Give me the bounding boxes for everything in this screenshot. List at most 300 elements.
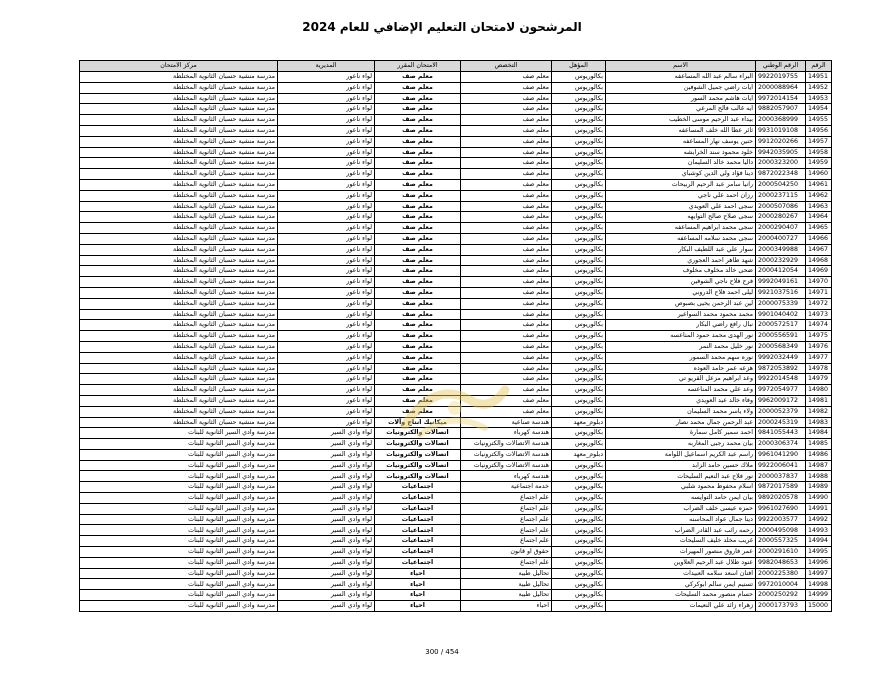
cell-qualification: بكالوريوس xyxy=(552,428,606,439)
cell-national-id: 9942035905 xyxy=(756,147,806,158)
cell-qualification: بكالوريوس xyxy=(552,298,606,309)
cell-center: مدرسة منشية حسبان الثانوية المختلطة xyxy=(80,266,278,277)
cell-name: نبال رافع راضي البكار xyxy=(606,320,756,331)
cell-exam: معلم صف xyxy=(375,136,461,147)
cell-seq: 14957 xyxy=(806,136,832,147)
cell-center: مدرسة منشية حسبان الثانوية المختلطة xyxy=(80,147,278,158)
cell-seq: 14997 xyxy=(806,568,832,579)
cell-directorate: لواء ناعور xyxy=(278,331,375,342)
cell-seq: 15000 xyxy=(806,601,832,612)
cell-national-id: 2000568349 xyxy=(756,341,806,352)
cell-exam: اتصالات والكترونيات xyxy=(375,460,461,471)
cell-national-id: 2000290407 xyxy=(756,223,806,234)
cell-specialization: هندسة الاتصالات والكترونيات xyxy=(461,449,552,460)
cell-name: عنود طلال عبد الرحيم العلاوين xyxy=(606,557,756,568)
cell-exam: احياء xyxy=(375,590,461,601)
page-title: المرشحون لامتحان التعليم الإضافي للعام 2024 xyxy=(302,20,582,34)
cell-exam: معلم صف xyxy=(375,395,461,406)
cell-specialization: حقوق او قانون xyxy=(461,547,552,558)
cell-specialization: معلم صف xyxy=(461,212,552,223)
cell-seq: 14952 xyxy=(806,82,832,93)
cell-center: مدرسة وادي السير الثانوية للبنات xyxy=(80,514,278,525)
table-row xyxy=(80,147,832,158)
cell-seq: 14982 xyxy=(806,406,832,417)
cell-qualification: بكالوريوس xyxy=(552,568,606,579)
cell-national-id: 9872022348 xyxy=(756,169,806,180)
cell-exam: اجتماعيات xyxy=(375,514,461,525)
cell-national-id: 2000088964 xyxy=(756,82,806,93)
cell-national-id: 9961027690 xyxy=(756,503,806,514)
cell-qualification: بكالوريوس xyxy=(552,482,606,493)
cell-qualification: بكالوريوس xyxy=(552,136,606,147)
cell-seq: 14990 xyxy=(806,493,832,504)
table-row xyxy=(80,568,832,579)
cell-qualification: بكالوريوس xyxy=(552,190,606,201)
cell-center: مدرسة منشية حسبان الثانوية المختلطة xyxy=(80,385,278,396)
cell-center: مدرسة منشية حسبان الثانوية المختلطة xyxy=(80,298,278,309)
cell-specialization: معلم صف xyxy=(461,406,552,417)
cell-qualification: بكالوريوس xyxy=(552,601,606,612)
cell-name: غريب مخلد خليف السليحات xyxy=(606,536,756,547)
cell-national-id: 2000349988 xyxy=(756,244,806,255)
table-row xyxy=(80,514,832,525)
cell-center: مدرسة منشية حسبان الثانوية المختلطة xyxy=(80,104,278,115)
cell-specialization: معلم صف xyxy=(461,115,552,126)
cell-specialization: خدمة اجتماعية xyxy=(461,482,552,493)
cell-exam: اجتماعيات xyxy=(375,547,461,558)
cell-specialization: معلم صف xyxy=(461,72,552,83)
cell-name: سجى احمد علي العويدي xyxy=(606,201,756,212)
cell-directorate: لواء ناعور xyxy=(278,158,375,169)
cell-qualification: بكالوريوس xyxy=(552,395,606,406)
cell-exam: احياء xyxy=(375,568,461,579)
table-row xyxy=(80,482,832,493)
cell-seq: 14989 xyxy=(806,482,832,493)
cell-specialization: معلم صف xyxy=(461,352,552,363)
cell-name: نور خليل محمد النمر xyxy=(606,341,756,352)
cell-directorate: لواء ناعور xyxy=(278,82,375,93)
cell-exam: معلم صف xyxy=(375,309,461,320)
cell-specialization: معلم صف xyxy=(461,179,552,190)
cell-name: نور فلاح عبد النعيم السليحات xyxy=(606,471,756,482)
cell-qualification: بكالوريوس xyxy=(552,374,606,385)
cell-national-id: 9922019755 xyxy=(756,72,806,83)
cell-national-id: 2000280267 xyxy=(756,212,806,223)
cell-center: مدرسة منشية حسبان الثانوية المختلطة xyxy=(80,233,278,244)
cell-directorate: لواء وادي السير xyxy=(278,493,375,504)
table-row xyxy=(80,266,832,277)
cell-national-id: 9972010004 xyxy=(756,579,806,590)
cell-national-id: 9922003577 xyxy=(756,514,806,525)
cell-national-id: 9841055443 xyxy=(756,428,806,439)
cell-specialization: معلم صف xyxy=(461,125,552,136)
cell-exam: معلم صف xyxy=(375,385,461,396)
cell-exam: معلم صف xyxy=(375,233,461,244)
cell-specialization: معلم صف xyxy=(461,104,552,115)
cell-name: داليا محمد خالد السليمان xyxy=(606,158,756,169)
cell-national-id: 9992049161 xyxy=(756,277,806,288)
cell-center: مدرسة منشية حسبان الثانوية المختلطة xyxy=(80,244,278,255)
cell-name: تسنيم ايمن سالم ابوكركي xyxy=(606,579,756,590)
cell-exam: معلم صف xyxy=(375,374,461,385)
cell-name: سوار علي عبد اللطيف البكار xyxy=(606,244,756,255)
cell-name: حمزه عيسى خلف الضراب xyxy=(606,503,756,514)
cell-name: ايات راضي جميل الشوفين xyxy=(606,82,756,93)
cell-center: مدرسة منشية حسبان الثانوية المختلطة xyxy=(80,136,278,147)
cell-directorate: لواء وادي السير xyxy=(278,471,375,482)
cell-national-id: 9882057907 xyxy=(756,104,806,115)
table-row xyxy=(80,449,832,460)
cell-seq: 14958 xyxy=(806,147,832,158)
cell-exam: معلم صف xyxy=(375,255,461,266)
cell-exam: معلم صف xyxy=(375,212,461,223)
cell-name: سجى محمد ابراهيم المساعفه xyxy=(606,223,756,234)
cell-specialization: معلم صف xyxy=(461,190,552,201)
cell-center: مدرسة منشية حسبان الثانوية المختلطة xyxy=(80,212,278,223)
table-row xyxy=(80,417,832,428)
table-row xyxy=(80,298,832,309)
cell-exam: معلم صف xyxy=(375,179,461,190)
cell-name: رحمه رائب عبد القادر الضراب xyxy=(606,525,756,536)
table-body xyxy=(80,72,832,612)
cell-seq: 14974 xyxy=(806,320,832,331)
cell-specialization: علم اجتماع xyxy=(461,536,552,547)
cell-center: مدرسة منشية حسبان الثانوية المختلطة xyxy=(80,223,278,234)
cell-specialization: معلم صف xyxy=(461,385,552,396)
cell-name: حنين يوسف نهار المساعفه xyxy=(606,136,756,147)
cell-qualification: بكالوريوس xyxy=(552,72,606,83)
cell-specialization: معلم صف xyxy=(461,298,552,309)
cell-qualification: بكالوريوس xyxy=(552,471,606,482)
cell-directorate: لواء وادي السير xyxy=(278,482,375,493)
cell-exam: معلم صف xyxy=(375,147,461,158)
header-seq: الرقم xyxy=(806,61,832,72)
cell-specialization: معلم صف xyxy=(461,147,552,158)
cell-specialization: هندسة كهرباء xyxy=(461,471,552,482)
cell-qualification: بكالوريوس xyxy=(552,579,606,590)
cell-qualification: بكالوريوس xyxy=(552,331,606,342)
cell-national-id: 9892020578 xyxy=(756,493,806,504)
table-row xyxy=(80,320,832,331)
header-directorate: المديرية xyxy=(278,61,375,72)
cell-seq: 14977 xyxy=(806,352,832,363)
cell-center: مدرسة وادي السير الثانوية للبنات xyxy=(80,590,278,601)
cell-name: زهراء زائد علي النعيمات xyxy=(606,601,756,612)
cell-seq: 14979 xyxy=(806,374,832,385)
cell-specialization: معلم صف xyxy=(461,136,552,147)
table-row xyxy=(80,352,832,363)
table-row xyxy=(80,341,832,352)
cell-seq: 14980 xyxy=(806,385,832,396)
cell-national-id: 9961041290 xyxy=(756,449,806,460)
cell-center: مدرسة منشية حسبان الثانوية المختلطة xyxy=(80,255,278,266)
cell-qualification: بكالوريوس xyxy=(552,147,606,158)
cell-directorate: لواء وادي السير xyxy=(278,601,375,612)
cell-qualification: بكالوريوس xyxy=(552,493,606,504)
cell-qualification: بكالوريوس xyxy=(552,125,606,136)
cell-center: مدرسة منشية حسبان الثانوية المختلطة xyxy=(80,201,278,212)
cell-directorate: لواء ناعور xyxy=(278,374,375,385)
cell-specialization: معلم صف xyxy=(461,233,552,244)
cell-exam: اتصالات والكترونيات xyxy=(375,439,461,450)
cell-directorate: لواء ناعور xyxy=(278,212,375,223)
cell-directorate: لواء وادي السير xyxy=(278,525,375,536)
cell-qualification: بكالوريوس xyxy=(552,460,606,471)
header-specialization: التخصص xyxy=(461,61,552,72)
cell-center: مدرسة وادي السير الثانوية للبنات xyxy=(80,471,278,482)
cell-center: مدرسة منشية حسبان الثانوية المختلطة xyxy=(80,352,278,363)
cell-center: مدرسة وادي السير الثانوية للبنات xyxy=(80,503,278,514)
table-row xyxy=(80,579,832,590)
cell-center: مدرسة وادي السير الثانوية للبنات xyxy=(80,493,278,504)
cell-specialization: معلم صف xyxy=(461,331,552,342)
cell-name: دينا جمال عواد المحاسنه xyxy=(606,514,756,525)
cell-directorate: لواء ناعور xyxy=(278,341,375,352)
table-row xyxy=(80,255,832,266)
cell-seq: 14999 xyxy=(806,590,832,601)
cell-national-id: 2000291610 xyxy=(756,547,806,558)
cell-exam: معلم صف xyxy=(375,115,461,126)
cell-center: مدرسة منشية حسبان الثانوية المختلطة xyxy=(80,417,278,428)
cell-specialization: معلم صف xyxy=(461,93,552,104)
cell-qualification: بكالوريوس xyxy=(552,309,606,320)
cell-national-id: 2000232929 xyxy=(756,255,806,266)
cell-name: البراء سالم عبد الله المساعفه xyxy=(606,72,756,83)
table-row xyxy=(80,395,832,406)
cell-center: مدرسة منشية حسبان الثانوية المختلطة xyxy=(80,341,278,352)
cell-exam: معلم صف xyxy=(375,363,461,374)
cell-name: ثائر عطا الله خلف المساعفه xyxy=(606,125,756,136)
cell-center: مدرسة منشية حسبان الثانوية المختلطة xyxy=(80,115,278,126)
cell-specialization: معلم صف xyxy=(461,320,552,331)
cell-seq: 14995 xyxy=(806,547,832,558)
table-row xyxy=(80,201,832,212)
cell-qualification: بكالوريوس xyxy=(552,115,606,126)
cell-exam: معلم صف xyxy=(375,287,461,298)
cell-center: مدرسة منشية حسبان الثانوية المختلطة xyxy=(80,309,278,320)
cell-qualification: بكالوريوس xyxy=(552,158,606,169)
cell-center: مدرسة وادي السير الثانوية للبنات xyxy=(80,568,278,579)
cell-name: رزان احمد علي ناجي xyxy=(606,190,756,201)
cell-specialization: علم اجتماع xyxy=(461,493,552,504)
table-row xyxy=(80,277,832,288)
cell-directorate: لواء ناعور xyxy=(278,320,375,331)
header-center: مركز الامتحان xyxy=(80,61,278,72)
table-row xyxy=(80,136,832,147)
cell-national-id: 2000237115 xyxy=(756,190,806,201)
cell-name: نور الهدى محمد حمود المناعسه xyxy=(606,331,756,342)
cell-directorate: لواء ناعور xyxy=(278,179,375,190)
cell-seq: 14992 xyxy=(806,514,832,525)
cell-national-id: 2000245319 xyxy=(756,417,806,428)
table-row xyxy=(80,460,832,471)
cell-exam: معلم صف xyxy=(375,320,461,331)
table-row xyxy=(80,287,832,298)
cell-center: مدرسة منشية حسبان الثانوية المختلطة xyxy=(80,125,278,136)
cell-name: لين عبد الرحمن يحيى بصبوص xyxy=(606,298,756,309)
cell-national-id: 2000400727 xyxy=(756,233,806,244)
cell-qualification: بكالوريوس xyxy=(552,352,606,363)
cell-name: احمد سمير كامل سمارة xyxy=(606,428,756,439)
cell-directorate: لواء ناعور xyxy=(278,309,375,320)
cell-seq: 14975 xyxy=(806,331,832,342)
cell-seq: 14966 xyxy=(806,233,832,244)
cell-seq: 14972 xyxy=(806,298,832,309)
cell-national-id: 9922014548 xyxy=(756,374,806,385)
cell-qualification: بكالوريوس xyxy=(552,385,606,396)
cell-specialization: معلم صف xyxy=(461,395,552,406)
cell-qualification: دبلوم_معهد xyxy=(552,449,606,460)
cell-national-id: 2000572517 xyxy=(756,320,806,331)
cell-center: مدرسة منشية حسبان الثانوية المختلطة xyxy=(80,406,278,417)
cell-national-id: 9912020266 xyxy=(756,136,806,147)
cell-national-id: 2000306374 xyxy=(756,439,806,450)
header-name: الاسم xyxy=(606,61,756,72)
cell-national-id: 2000225380 xyxy=(756,568,806,579)
cell-name: بيان ايمن حامد التوايسه xyxy=(606,493,756,504)
table-row xyxy=(80,212,832,223)
cell-directorate: لواء ناعور xyxy=(278,255,375,266)
cell-qualification: بكالوريوس xyxy=(552,277,606,288)
cell-name: ولاء ياسر محمد السليمان xyxy=(606,406,756,417)
cell-exam: اتصالات والكترونيات xyxy=(375,428,461,439)
table-row xyxy=(80,169,832,180)
table-row xyxy=(80,385,832,396)
table-row xyxy=(80,503,832,514)
cell-directorate: لواء ناعور xyxy=(278,233,375,244)
cell-name: ضحى خالد مخلوف مخلوف xyxy=(606,266,756,277)
cell-specialization: معلم صف xyxy=(461,223,552,234)
cell-name: بيداء عبد الرحيم موسى الخطيب xyxy=(606,115,756,126)
cell-center: مدرسة وادي السير الثانوية للبنات xyxy=(80,525,278,536)
cell-name: سجى صلاح صالح التوايهه xyxy=(606,212,756,223)
cell-center: مدرسة وادي السير الثانوية للبنات xyxy=(80,449,278,460)
table-row xyxy=(80,406,832,417)
cell-directorate: لواء ناعور xyxy=(278,395,375,406)
table-row xyxy=(80,179,832,190)
table-row xyxy=(80,547,832,558)
cell-directorate: لواء ناعور xyxy=(278,201,375,212)
cell-exam: معلم صف xyxy=(375,331,461,342)
cell-seq: 14955 xyxy=(806,115,832,126)
header-national-id: الرقم الوطني xyxy=(756,61,806,72)
cell-exam: معلم صف xyxy=(375,158,461,169)
cell-national-id: 9982048653 xyxy=(756,557,806,568)
cell-center: مدرسة وادي السير الثانوية للبنات xyxy=(80,547,278,558)
table-row xyxy=(80,104,832,115)
cell-seq: 14951 xyxy=(806,72,832,83)
cell-seq: 14968 xyxy=(806,255,832,266)
cell-seq: 14953 xyxy=(806,93,832,104)
cell-center: مدرسة منشية حسبان الثانوية المختلطة xyxy=(80,320,278,331)
cell-national-id: 9992032449 xyxy=(756,352,806,363)
cell-national-id: 2000368999 xyxy=(756,115,806,126)
cell-name: بيان محمد رجبى المغاربه xyxy=(606,439,756,450)
cell-exam: معلم صف xyxy=(375,104,461,115)
cell-exam: معلم صف xyxy=(375,72,461,83)
cell-qualification: بكالوريوس xyxy=(552,557,606,568)
table-header-row xyxy=(80,61,832,72)
cell-qualification: بكالوريوس xyxy=(552,439,606,450)
cell-directorate: لواء ناعور xyxy=(278,363,375,374)
cell-national-id: 2000504250 xyxy=(756,179,806,190)
cell-national-id: 2000495098 xyxy=(756,525,806,536)
cell-directorate: لواء ناعور xyxy=(278,352,375,363)
cell-seq: 14961 xyxy=(806,179,832,190)
cell-directorate: لواء وادي السير xyxy=(278,514,375,525)
cell-name: فرح فلاح ناجي الشوفين xyxy=(606,277,756,288)
cell-directorate: لواء وادي السير xyxy=(278,568,375,579)
cell-national-id: 9972014154 xyxy=(756,93,806,104)
cell-directorate: لواء ناعور xyxy=(278,72,375,83)
cell-seq: 14993 xyxy=(806,525,832,536)
cell-exam: معلم صف xyxy=(375,406,461,417)
cell-directorate: لواء وادي السير xyxy=(278,460,375,471)
table-row xyxy=(80,244,832,255)
cell-center: مدرسة وادي السير الثانوية للبنات xyxy=(80,428,278,439)
cell-national-id: 2000507086 xyxy=(756,201,806,212)
cell-specialization: معلم صف xyxy=(461,82,552,93)
cell-exam: معلم صف xyxy=(375,125,461,136)
cell-directorate: لواء ناعور xyxy=(278,104,375,115)
cell-name: دينا فؤاد ولي الدين كوشباي xyxy=(606,169,756,180)
cell-specialization: معلم صف xyxy=(461,309,552,320)
cell-qualification: بكالوريوس xyxy=(552,525,606,536)
cell-exam: معلم صف xyxy=(375,169,461,180)
cell-specialization: هندسة الاتصالات والكترونيات xyxy=(461,439,552,450)
table-row xyxy=(80,115,832,126)
cell-center: مدرسة منشية حسبان الثانوية المختلطة xyxy=(80,363,278,374)
cell-specialization: احياء xyxy=(461,601,552,612)
cell-center: مدرسة منشية حسبان الثانوية المختلطة xyxy=(80,395,278,406)
cell-directorate: لواء ناعور xyxy=(278,223,375,234)
header-qualification: المؤهل xyxy=(552,61,606,72)
table-row xyxy=(80,428,832,439)
cell-national-id: 9872017589 xyxy=(756,482,806,493)
cell-center: مدرسة وادي السير الثانوية للبنات xyxy=(80,460,278,471)
cell-directorate: لواء وادي السير xyxy=(278,428,375,439)
cell-directorate: لواء ناعور xyxy=(278,136,375,147)
cell-exam: معلم صف xyxy=(375,341,461,352)
cell-seq: 14985 xyxy=(806,439,832,450)
cell-seq: 14959 xyxy=(806,158,832,169)
cell-qualification: بكالوريوس xyxy=(552,341,606,352)
cell-exam: اجتماعيات xyxy=(375,557,461,568)
table-row xyxy=(80,590,832,601)
table-row xyxy=(80,82,832,93)
cell-specialization: هندسة الاتصالات والكترونيات xyxy=(461,460,552,471)
cell-specialization: هندسة كهرباء xyxy=(461,428,552,439)
cell-national-id: 9972054977 xyxy=(756,385,806,396)
cell-exam: معلم صف xyxy=(375,93,461,104)
cell-seq: 14991 xyxy=(806,503,832,514)
cell-exam: معلم صف xyxy=(375,244,461,255)
cell-exam: احياء xyxy=(375,579,461,590)
cell-seq: 14965 xyxy=(806,223,832,234)
cell-name: وفاء خالد عيد العويدي xyxy=(606,395,756,406)
table-row xyxy=(80,331,832,342)
cell-name: افنان اسعد سلامه العبيدات xyxy=(606,568,756,579)
cell-name: اسلام محفوظ محمود شلبي xyxy=(606,482,756,493)
cell-seq: 14994 xyxy=(806,536,832,547)
cell-qualification: بكالوريوس xyxy=(552,547,606,558)
cell-qualification: بكالوريوس xyxy=(552,233,606,244)
cell-specialization: معلم صف xyxy=(461,277,552,288)
cell-center: مدرسة منشية حسبان الثانوية المختلطة xyxy=(80,190,278,201)
table-row xyxy=(80,471,832,482)
cell-exam: اجتماعيات xyxy=(375,493,461,504)
table-row xyxy=(80,223,832,234)
